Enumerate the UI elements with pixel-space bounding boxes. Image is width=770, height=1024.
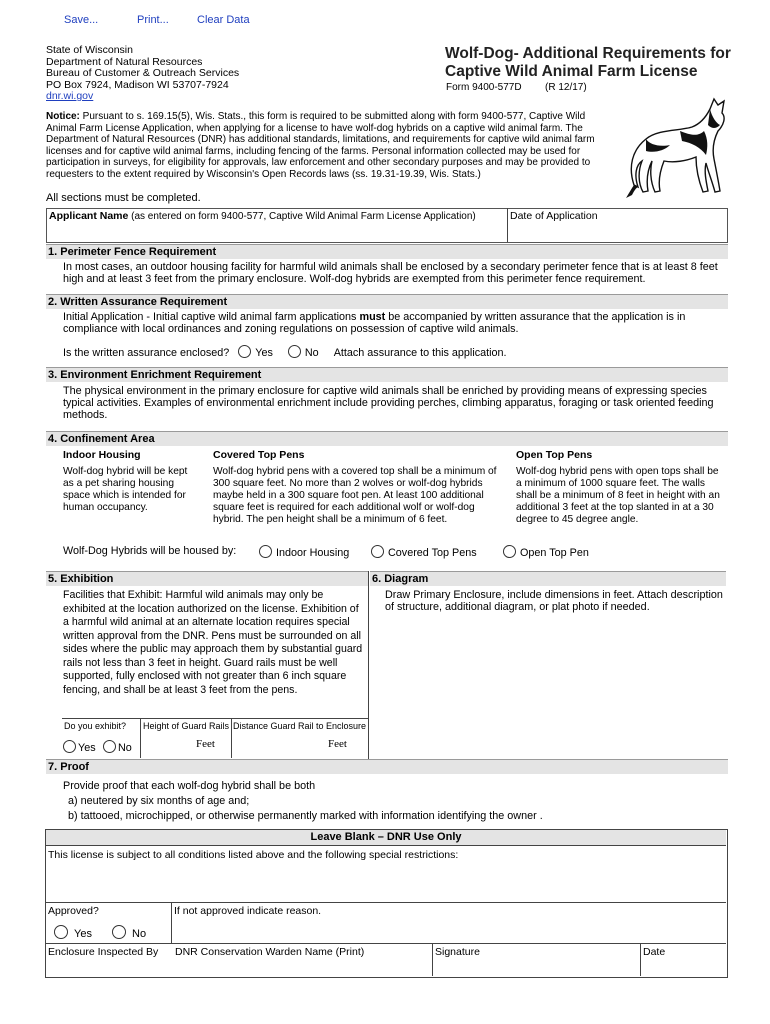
form-title-line2: Captive Wild Animal Farm License (445, 63, 698, 80)
not-approved-reason-label: If not approved indicate reason. (174, 905, 322, 917)
exhibit-no-option[interactable]: No (103, 740, 132, 754)
attach-assurance-note: Attach assurance to this application. (333, 347, 507, 359)
section-2-title: 2. Written Assurance Requirement (46, 294, 728, 309)
radio-button[interactable] (103, 740, 116, 753)
warden-name-label: DNR Conservation Warden Name (Print) (175, 946, 365, 958)
section-7-item-a: a) neutered by six months of age and; (68, 795, 250, 807)
approved-label: Approved? (48, 905, 99, 917)
open-top-pens-text: Wolf-dog hybrid pens with open tops shall be a minimum of 1000 square feet. The walls shall be a minimum of 8 feet in height with an additional 3 feet at the top slanted in at a 30 degree to 45 degree angle. (516, 466, 720, 525)
form-number: Form 9400-577D (446, 82, 522, 93)
section-1-text: In most cases, an outdoor housing facility for harmful wild animals shall be enclosed by a secondary perimeter fence that is at least 8 feet high and at least 3 feet from the primary enclosure. Wolf-dog hybrids are exempted from this perimeter fence requirement. (63, 261, 718, 285)
applicant-name-field[interactable] (49, 224, 504, 239)
dnr-use-only-header: Leave Blank – DNR Use Only (46, 830, 726, 845)
section-5-title: 5. Exhibition (46, 571, 369, 586)
date-of-application-label: Date of Application (510, 210, 598, 222)
dnr-row-line-1 (46, 902, 726, 903)
exhibit-table-top-line (62, 718, 368, 719)
notice-label: Notice: (46, 111, 80, 122)
warden-name-field[interactable] (175, 960, 429, 974)
form-title (445, 45, 731, 81)
applicant-name-label: Applicant Name (as entered on form 9400-577, Captive Wild Animal Farm License Application) (49, 210, 476, 222)
special-restrictions-field[interactable] (48, 864, 722, 900)
applicant-divider (507, 208, 508, 242)
howling-wolf-illustration (620, 95, 735, 200)
radio-button[interactable] (259, 545, 272, 558)
enclosure-inspected-label: Enclosure Inspected By (48, 946, 159, 958)
form-title-line1: Wolf-Dog- Additional Requirements for (445, 45, 731, 62)
section-6-text: Draw Primary Enclosure, include dimensions in feet. Attach description of structure, additional diagram, or plat photo if needed. (385, 589, 723, 613)
notice-paragraph (46, 111, 612, 181)
not-approved-reason-field[interactable] (174, 918, 722, 940)
guard-rail-distance-header: Distance Guard Rail to Enclosure (233, 721, 367, 731)
agency-state: State of Wisconsin (46, 44, 133, 56)
indoor-housing-option[interactable]: Indoor Housing (259, 545, 349, 559)
section-1-title: 1. Perimeter Fence Requirement (46, 244, 728, 259)
housing-type-question (63, 545, 733, 557)
section-5-6-divider (368, 571, 369, 759)
dnr-header-line (46, 845, 726, 846)
housing-type-label: Wolf-Dog Hybrids will be housed by: (63, 545, 237, 557)
radio-button[interactable] (112, 925, 126, 939)
all-sections-required: All sections must be completed. (46, 192, 201, 204)
section-5-text: Facilities that Exhibit: Harmful wild animals may only be exhibited at the location authorized on the license. Exhibition of a harmful wild animal at an alternate location requires special written approval from the DNR. Pens must be surrounded on all sides where the public may approach them by substantial guard rails not less than 3 feet in height. Guard rails must be well supported, fully enclosed with not greater than 6 inch square fencing, and shall be at least 3 feet from the pens. (63, 589, 363, 696)
print-link[interactable]: Print... (137, 14, 169, 26)
covered-top-pens-heading: Covered Top Pens (213, 449, 305, 461)
guard-rail-distance-field[interactable] (234, 736, 324, 752)
written-assurance-yes-option[interactable]: Yes (238, 347, 273, 359)
approved-yes-option[interactable]: Yes (54, 925, 92, 940)
indoor-housing-text: Wolf-dog hybrid will be kept as a pet sharing housing space which is intended for human occupancy. (63, 466, 188, 513)
special-restrictions-label: This license is subject to all conditions listed above and the following special restrictions: (48, 849, 459, 861)
notice-text: Pursuant to s. 169.15(5), Wis. Stats., this form is required to be submitted along with form 9400-577, Captive Wild Animal Farm License Application, when applying for a license to have wolf-dog hybrids on a captive wild animal farm. The Department of Natural Resources (DNR) has additional standards, limitations, and requirements for captive wild animal farm licenses and for captive wild animal farms, including fencing of the farms. Personal information collected may be used for participation in surveys, for eligibility for approvals, law enforcement and other secondary purposes and may be provided to requesters to the extent required by Wisconsin's Open Records laws (ss. 19.31-19.39, Wis. Stats.) (46, 111, 595, 180)
agency-bureau: Bureau of Customer & Outreach Services (46, 67, 240, 79)
exhibit-yes-option[interactable]: Yes (63, 740, 96, 754)
exhibit-table-divider-2 (231, 718, 232, 758)
approved-divider (171, 902, 172, 943)
section-7-intro: Provide proof that each wolf-dog hybrid shall be both (63, 780, 316, 792)
dnr-date-field[interactable] (643, 960, 723, 974)
exhibit-table-divider-1 (140, 718, 141, 758)
written-assurance-label: Is the written assurance enclosed? (63, 347, 230, 359)
section-7-title: 7. Proof (46, 759, 728, 774)
radio-button[interactable] (288, 345, 301, 358)
radio-button[interactable] (238, 345, 251, 358)
approved-no-option[interactable]: No (112, 925, 146, 940)
signature-divider (432, 943, 433, 976)
guard-rail-height-field[interactable] (143, 736, 195, 752)
open-top-pens-heading: Open Top Pens (516, 449, 593, 461)
dnr-date-label: Date (643, 946, 666, 958)
covered-top-pens-option[interactable]: Covered Top Pens (371, 545, 477, 559)
covered-top-pens-text: Wolf-dog hybrid pens with a covered top shall be a minimum of 300 square feet. No more than 2 wolves or wolf-dog hybrids maybe held in a 300 square foot pen. At least 100 additional square feet is required for each additional wolf or wolf-dog hybrid. The pen height shall be a minimum of 6 feet. (213, 466, 497, 525)
written-assurance-question (63, 345, 723, 359)
guard-rail-distance-unit: Feet (328, 738, 347, 750)
agency-department: Department of Natural Resources (46, 55, 203, 68)
agency-po-box: PO Box 7924, Madison WI 53707-7924 (46, 78, 229, 91)
section-3-text: The physical environment in the primary enclosure for captive wild animals shall be enriched by providing means of expressing species typical activities. Examples of environmental enrichment include providing perches, climbing apparatus, foraging or task oriented feeding methods. (63, 385, 714, 421)
form-revision: (R 12/17) (545, 82, 587, 93)
indoor-housing-heading: Indoor Housing (63, 449, 141, 461)
clear-data-link[interactable]: Clear Data (197, 14, 250, 26)
signature-label: Signature (435, 946, 480, 958)
date-of-application-field[interactable] (510, 224, 723, 239)
diagram-drawing-area[interactable] (372, 616, 724, 756)
section-6-title: 6. Diagram (370, 571, 726, 586)
radio-button[interactable] (371, 545, 384, 558)
do-you-exhibit-header: Do you exhibit? (64, 721, 127, 731)
written-assurance-no-option[interactable]: No (288, 347, 319, 359)
guard-rail-height-header: Height of Guard Rails (143, 721, 230, 731)
radio-button[interactable] (54, 925, 68, 939)
section-7-item-b: b) tattooed, microchipped, or otherwise permanently marked with information identifying the owner . (68, 810, 543, 822)
agency-address (46, 45, 239, 103)
date-divider (640, 943, 641, 976)
section-2-text: Initial Application - Initial captive wild animal farm applications must be accompanied by written assurance that the application is in compliance with local ordinances and zoning regulations on possession of captive wild animals. (63, 311, 686, 335)
section-4-title: 4. Confinement Area (46, 431, 728, 446)
section-3-title: 3. Environment Enrichment Requirement (46, 367, 728, 382)
guard-rail-height-unit: Feet (196, 738, 215, 750)
signature-field[interactable] (435, 960, 637, 974)
radio-button[interactable] (63, 740, 76, 753)
agency-website-link[interactable]: dnr.wi.gov (46, 90, 94, 102)
dnr-row-line-2 (46, 943, 726, 944)
radio-button[interactable] (503, 545, 516, 558)
save-link[interactable]: Save... (64, 14, 99, 26)
open-top-pen-option[interactable]: Open Top Pen (503, 545, 589, 559)
